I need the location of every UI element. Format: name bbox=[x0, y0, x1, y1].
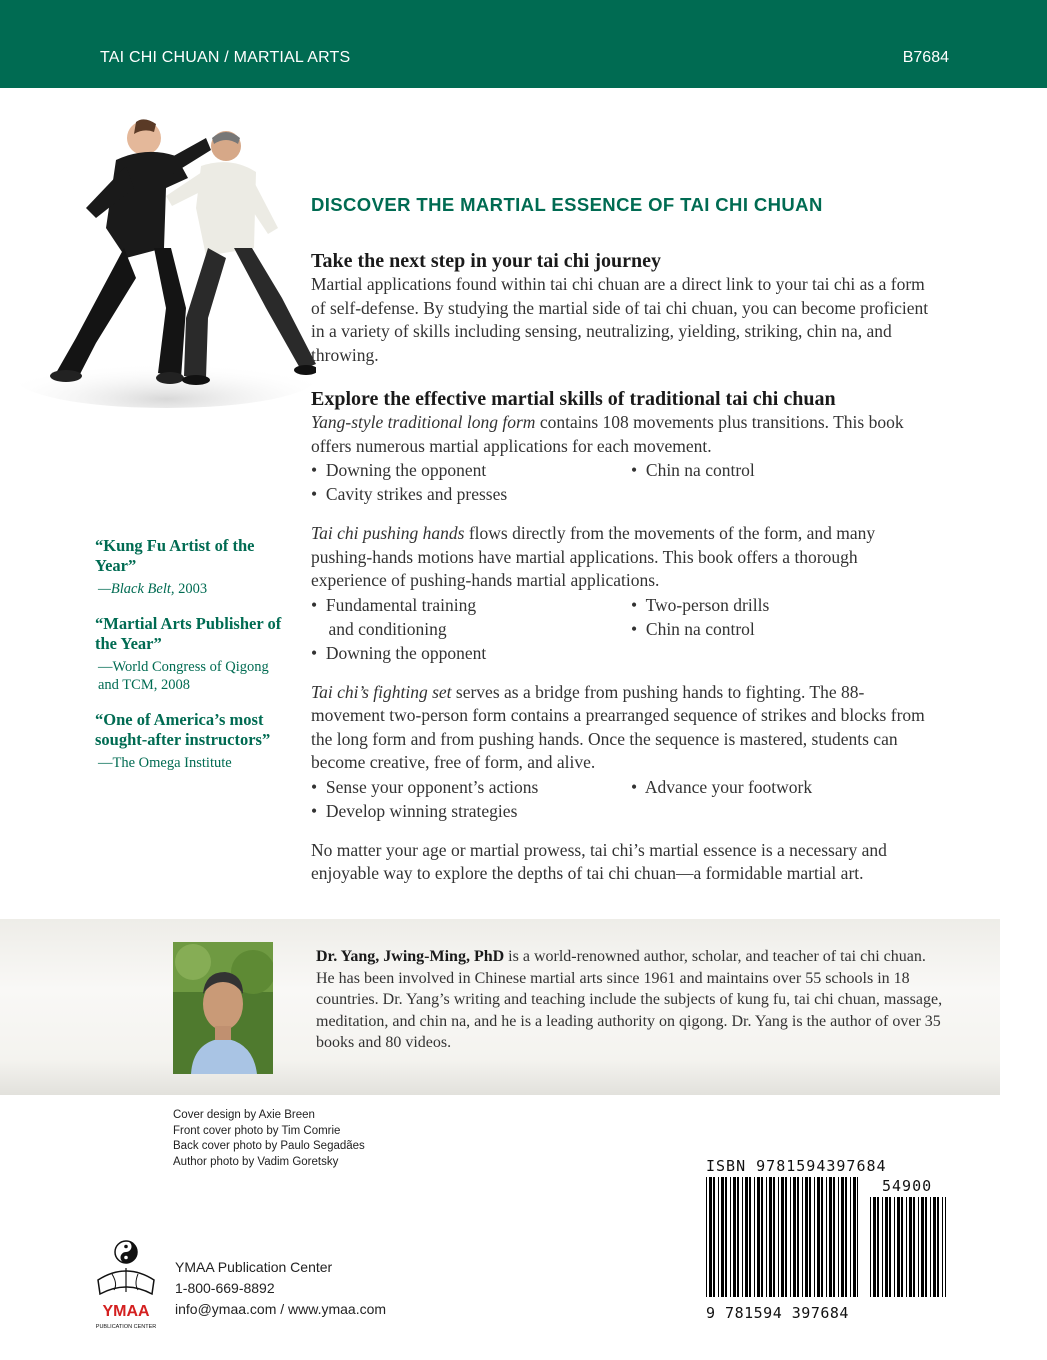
barcode-bar bbox=[802, 1177, 803, 1297]
barcode-bar bbox=[826, 1177, 827, 1297]
pushing-hands-text: Tai chi pushing hands flows directly from the movements of the form, and many pushing-hands motions have martial applications. This book offers a thorough experience of pushing-hands martial applications. bbox=[311, 523, 876, 590]
barcode-bar bbox=[745, 1177, 748, 1297]
barcode-bar bbox=[709, 1177, 712, 1297]
list-item: • Chin na control bbox=[631, 618, 755, 639]
barcode-bar bbox=[833, 1177, 835, 1297]
barcode-bar bbox=[733, 1177, 736, 1297]
author-photo bbox=[173, 942, 273, 1074]
barcode-bar bbox=[945, 1197, 946, 1297]
publisher-info bbox=[175, 1257, 386, 1320]
author-name: Dr. Yang, Jwing-Ming, PhD bbox=[316, 948, 505, 965]
barcode-bar bbox=[821, 1177, 823, 1297]
barcode-bar bbox=[841, 1177, 844, 1297]
barcode-bar bbox=[737, 1177, 739, 1297]
barcode-bar bbox=[725, 1177, 727, 1297]
price-barcode bbox=[870, 1197, 946, 1297]
publisher-phone: 1-800-669-8892 bbox=[175, 1280, 275, 1296]
pushing-hands-bullets bbox=[311, 593, 936, 665]
quote-source: —Black Belt, 2003 bbox=[98, 581, 208, 597]
barcode-bar bbox=[937, 1197, 939, 1297]
quote-text: “One of America’s most sought-after instructors” bbox=[95, 710, 271, 749]
barcode-bar bbox=[870, 1197, 871, 1297]
barcode-bar bbox=[766, 1177, 767, 1297]
isbn-digits: 9 781594 397684 bbox=[706, 1304, 849, 1322]
fighting-set-section bbox=[311, 681, 936, 823]
barcode-bar bbox=[853, 1177, 856, 1297]
isbn-label: ISBN 9781594397684 bbox=[706, 1157, 887, 1175]
barcode-bar bbox=[769, 1177, 772, 1297]
barcode-bar bbox=[829, 1177, 832, 1297]
list-item: • Chin na control bbox=[631, 460, 755, 480]
barcode-bar bbox=[757, 1177, 760, 1297]
list-item: • Fundamental training bbox=[311, 594, 477, 615]
endorsement-2 bbox=[95, 614, 285, 694]
barcode-bar bbox=[817, 1177, 820, 1297]
barcode-bar bbox=[814, 1177, 815, 1297]
barcode-bar bbox=[942, 1197, 943, 1297]
credit-line: Author photo by Vadim Goretsky bbox=[173, 1155, 339, 1168]
barcode-bar bbox=[925, 1197, 927, 1297]
barcode-bar bbox=[754, 1177, 755, 1297]
barcode-bar bbox=[913, 1197, 915, 1297]
barcode-bar bbox=[838, 1177, 839, 1297]
credit-line: Cover design by Axie Breen bbox=[173, 1109, 315, 1121]
endorsement-1 bbox=[95, 536, 285, 598]
category-label: TAI CHI CHUAN / MARTIAL ARTS bbox=[100, 49, 351, 66]
barcode-bar bbox=[930, 1197, 931, 1297]
barcode-bar bbox=[778, 1177, 779, 1297]
barcode-bar bbox=[897, 1197, 900, 1297]
endorsements bbox=[95, 536, 285, 788]
barcode-bar bbox=[885, 1197, 888, 1297]
barcode-bar bbox=[857, 1177, 858, 1297]
credit-line: Back cover photo by Paulo Segadães bbox=[173, 1140, 365, 1152]
price-code: 54900 bbox=[882, 1177, 933, 1195]
barcode-bar bbox=[906, 1197, 907, 1297]
barcode-bar bbox=[749, 1177, 751, 1297]
intro-section bbox=[311, 249, 936, 367]
quote-text: “Martial Arts Publisher of the Year” bbox=[95, 614, 282, 653]
logo-subtext: PUBLICATION CENTER bbox=[95, 1324, 157, 1330]
credit-line: Front cover photo by Tim Comrie bbox=[173, 1124, 341, 1137]
barcode-bar bbox=[797, 1177, 799, 1297]
author-bio: Dr. Yang, Jwing-Ming, PhD is a world-renowned author, scholar, and teacher of tai chi chuan. He has been involved in Chinese martial arts since 1961 and maintains over 55 schools in 18 countries. Dr. Yang’s writing and teaching include the subjects of kung fu, tai chi chuan, massage, meditation, and chin na, and he is a leading authority on qigong. Dr. Yang is the author of over 35 books and 80 videos. bbox=[316, 948, 943, 1051]
quote-source: —The Omega Institute bbox=[98, 755, 232, 771]
isbn-barcode bbox=[706, 1177, 858, 1297]
main-description bbox=[311, 194, 936, 886]
barcode-bar bbox=[790, 1177, 791, 1297]
quote-text: “Kung Fu Artist of the Year” bbox=[95, 536, 255, 575]
barcode-bar bbox=[721, 1177, 724, 1297]
barcode-bar bbox=[909, 1197, 912, 1297]
list-item: • Develop winning strategies bbox=[311, 800, 518, 821]
top-banner bbox=[0, 0, 1047, 88]
barcode-bar bbox=[730, 1177, 731, 1297]
martial-artists-photo bbox=[16, 108, 316, 408]
list-item: • Two-person drills bbox=[631, 594, 770, 615]
barcode-bar bbox=[773, 1177, 775, 1297]
barcode-bar bbox=[742, 1177, 743, 1297]
photo-credits bbox=[173, 1108, 365, 1170]
list-item: • Sense your opponent’s actions bbox=[311, 776, 539, 797]
list-item: • Downing the opponent bbox=[311, 642, 487, 663]
barcode-bar bbox=[850, 1177, 851, 1297]
long-form-bullets bbox=[311, 458, 936, 506]
long-form-section bbox=[311, 387, 936, 506]
barcode-bar bbox=[882, 1197, 883, 1297]
barcode-bar bbox=[793, 1177, 796, 1297]
barcode-bar bbox=[894, 1197, 895, 1297]
pushing-hands-section bbox=[311, 522, 936, 665]
barcode-bar bbox=[781, 1177, 784, 1297]
fighting-set-bullets bbox=[311, 775, 936, 823]
quote-source: —World Congress of Qigong and TCM, 2008 bbox=[98, 659, 269, 693]
barcode-bar bbox=[845, 1177, 847, 1297]
long-form-text: Yang-style traditional long form contains 108 movements plus transitions. This book offers numerous martial applications for each movement. bbox=[311, 412, 904, 456]
list-item: • Cavity strikes and presses bbox=[311, 484, 508, 504]
product-code: B7684 bbox=[902, 49, 949, 66]
endorsement-3 bbox=[95, 710, 285, 772]
barcode-bar bbox=[718, 1177, 719, 1297]
closing-paragraph: No matter your age or martial prowess, tai chi’s martial essence is a necessary and enjoyable way to explore the depths of tai chi chuan—a formidable martial art. bbox=[311, 839, 887, 883]
barcode-bar bbox=[713, 1177, 715, 1297]
barcode-bar bbox=[785, 1177, 787, 1297]
barcode-bar bbox=[901, 1197, 903, 1297]
barcode-bar bbox=[809, 1177, 811, 1297]
barcode-bar bbox=[761, 1177, 763, 1297]
barcode-bar bbox=[889, 1197, 891, 1297]
barcode-bar bbox=[706, 1177, 707, 1297]
barcode-bar bbox=[805, 1177, 808, 1297]
publisher-name: YMAA Publication Center bbox=[175, 1259, 333, 1275]
barcode-bar bbox=[933, 1197, 936, 1297]
barcode-bar bbox=[918, 1197, 919, 1297]
publisher-contact[interactable]: info@ymaa.com / www.ymaa.com bbox=[175, 1301, 387, 1317]
ymaa-logo bbox=[92, 1238, 160, 1338]
intro-title: Take the next step in your tai chi journey bbox=[311, 250, 662, 272]
barcode-bar bbox=[921, 1197, 924, 1297]
barcode-bar bbox=[877, 1197, 879, 1297]
headline: DISCOVER THE MARTIAL ESSENCE OF TAI CHI CHUAN bbox=[311, 194, 823, 215]
list-item: • Downing the opponent bbox=[311, 460, 487, 480]
fighting-set-text: Tai chi’s fighting set serves as a bridge from pushing hands to fighting. The 88-movement two-person form contains a prearranged sequence of strikes and blocks from the long form and from pushing hands. Once the sequence is mastered, students can become creative, free of form, and alive. bbox=[311, 681, 925, 772]
list-item: • Advance your footwork bbox=[631, 776, 813, 797]
explore-title: Explore the effective martial skills of traditional tai chi chuan bbox=[311, 388, 836, 410]
list-item: and conditioning bbox=[328, 618, 447, 639]
intro-body: Martial applications found within tai chi chuan are a direct link to your tai chi as a form of self-defense. By studying the martial side of tai chi chuan, you can become proficient in a variety of skills including sensing, neutralizing, yielding, striking, chin na, and throwing. bbox=[311, 274, 929, 365]
barcode-bar bbox=[873, 1197, 876, 1297]
logo-text: YMAA bbox=[102, 1303, 150, 1320]
